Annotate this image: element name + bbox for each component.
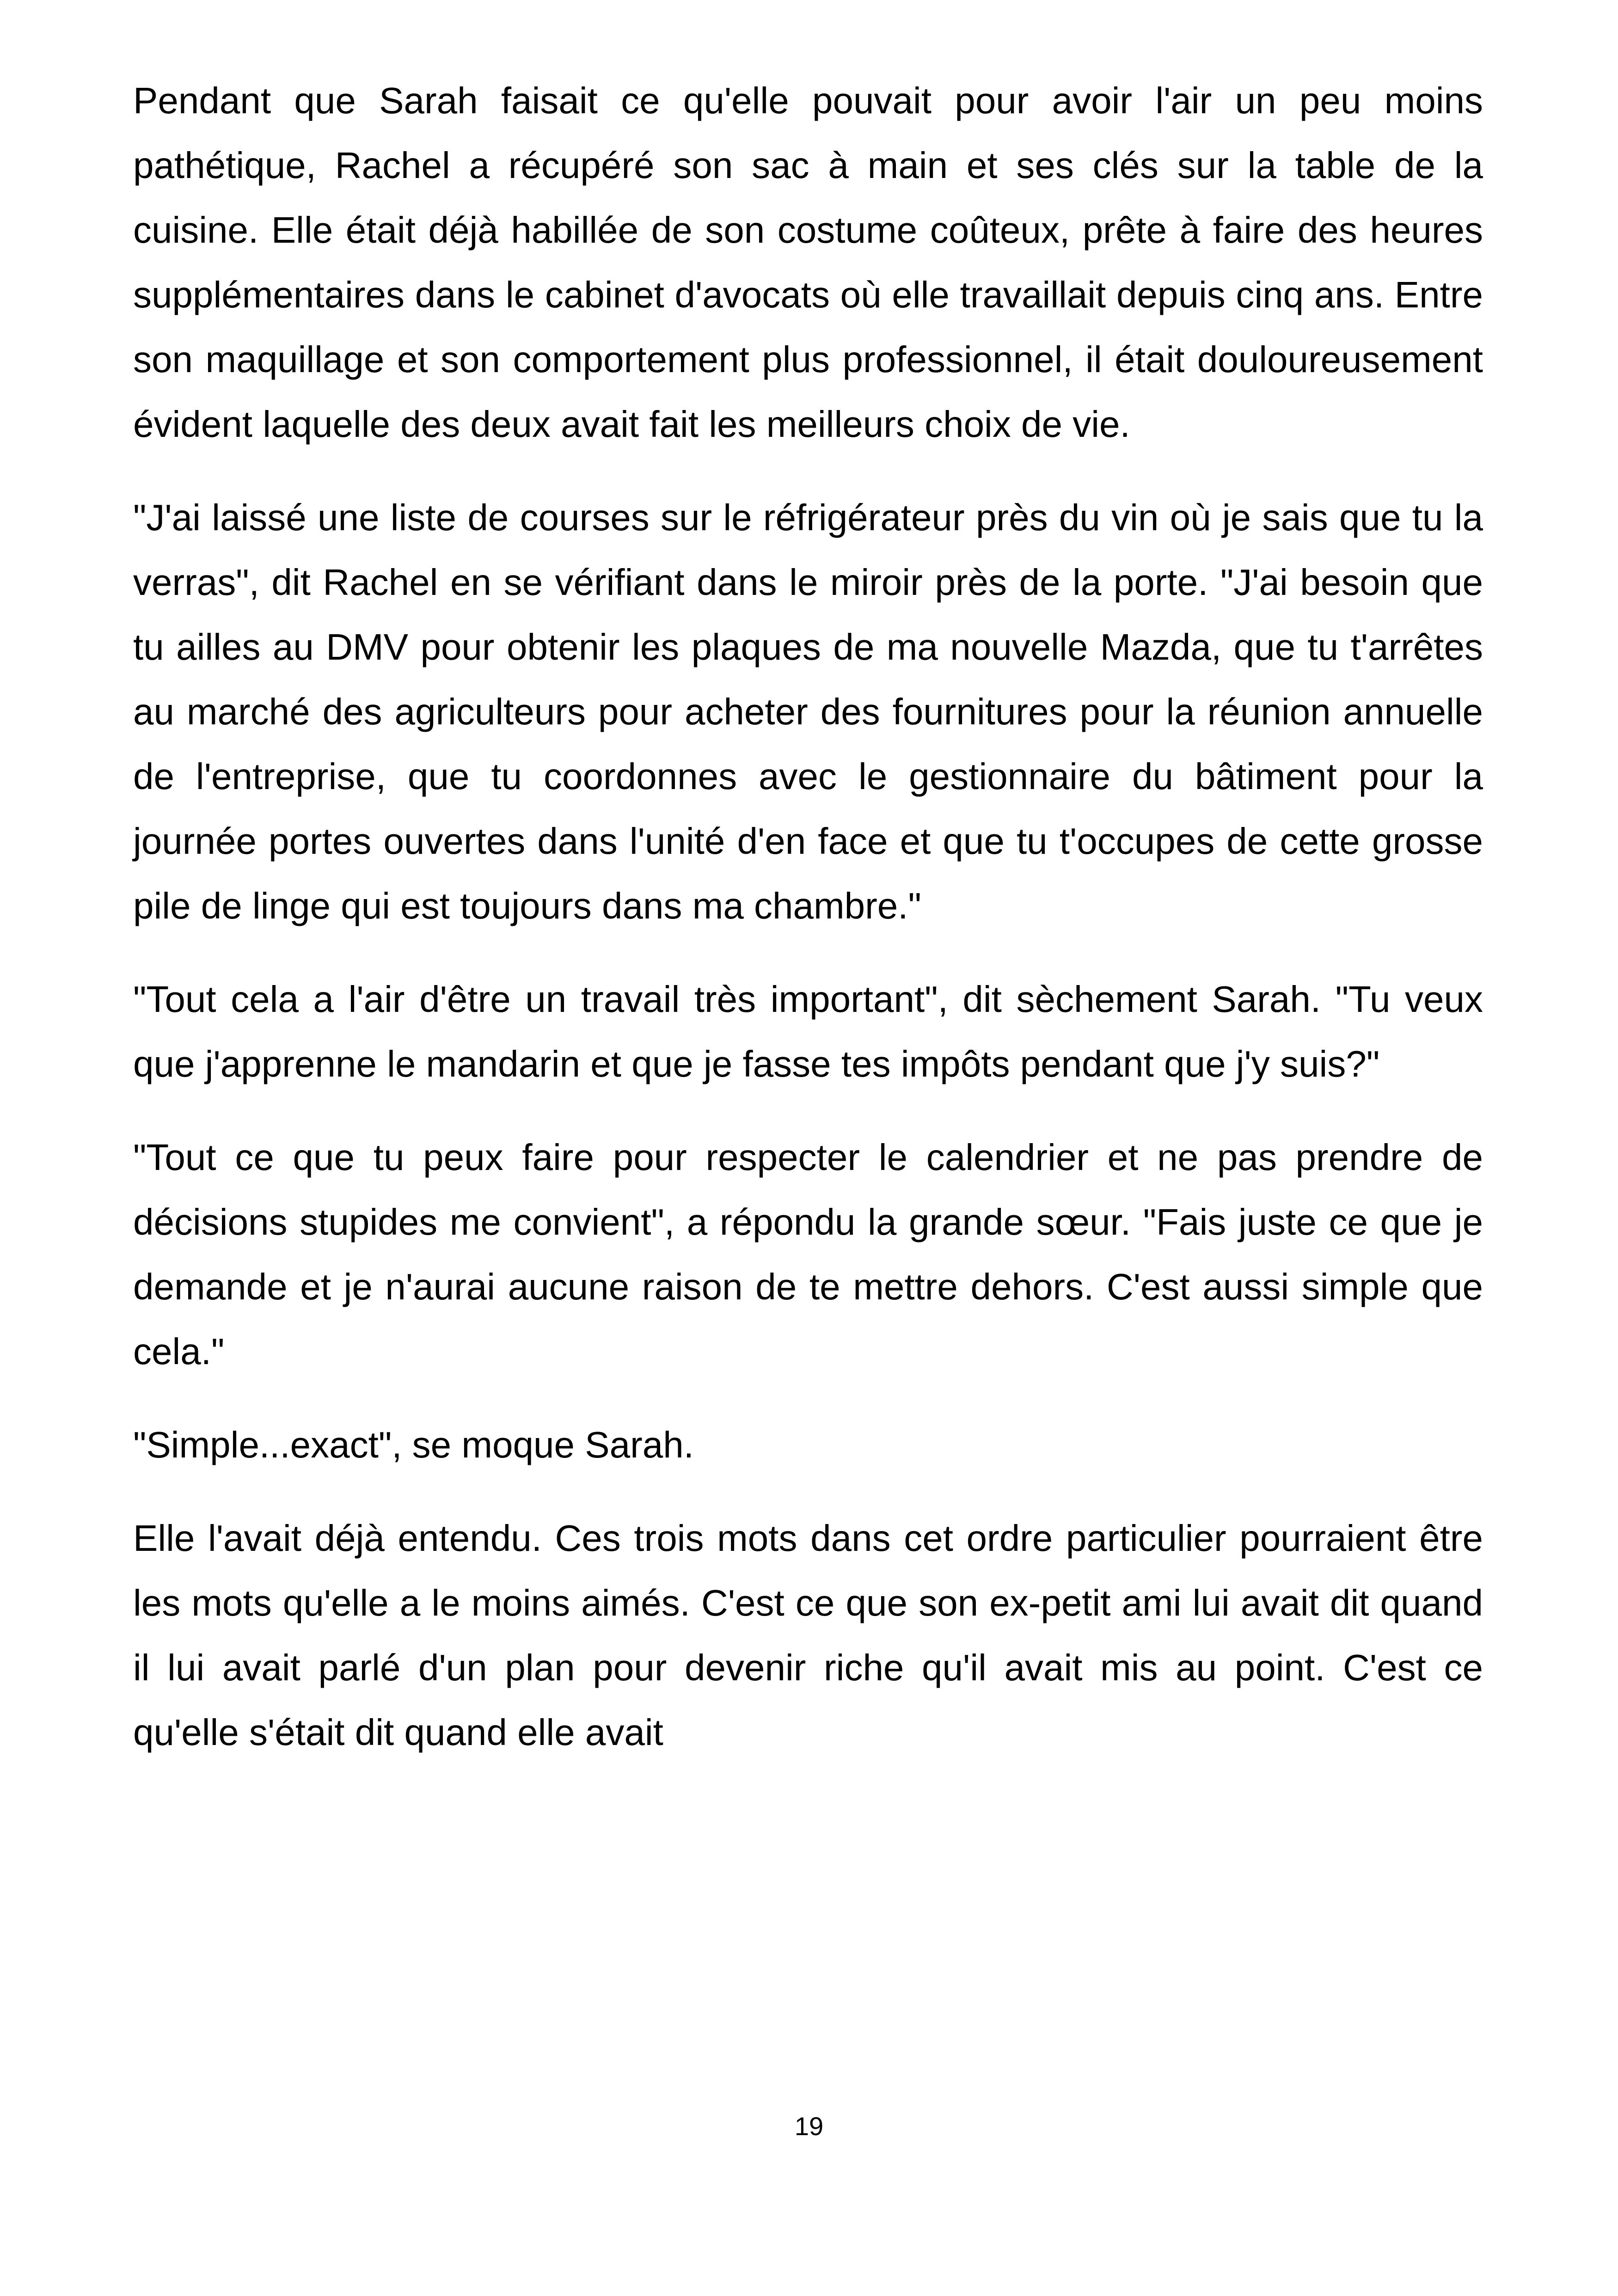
paragraph-1: Pendant que Sarah faisait ce qu'elle pouvait pour avoir l'air un peu moins pathétique, Rachel a récupéré son sac à main et ses clés sur la table de la cuisine. Elle était déjà habillée de son costume coûteux, prête à faire des heures supplémentaires dans le cabinet d'avocats où elle travaillait depuis cinq ans. Entre son maquillage et son comportement plus professionnel, il était douloureusement évident laquelle des deux avait fait les meilleurs choix de vie. <box>133 80 1483 445</box>
paragraph-5: "Simple...exact", se moque Sarah. <box>133 1424 694 1465</box>
paragraph-3: "Tout cela a l'air d'être un travail très important", dit sèchement Sarah. "Tu veux que j'apprenne le mandarin et que je fasse tes impôts pendant que j'y suis?" <box>133 979 1483 1084</box>
paragraph-4: "Tout ce que tu peux faire pour respecter le calendrier et ne pas prendre de décisions stupides me convient", a répondu la grande sœur. "Fais juste ce que je demande et je n'aurai aucune raison de te mettre dehors. C'est aussi simple que cela." <box>133 1137 1483 1372</box>
paragraph-2: "J'ai laissé une liste de courses sur le réfrigérateur près du vin où je sais que tu la verras", dit Rachel en se vérifiant dans le miroir près de la porte. "J'ai besoin que tu ailles au DMV pour obtenir les plaques de ma nouvelle Mazda, que tu t'arrêtes au marché des agriculteurs pour acheter des fournitures pour la réunion annuelle de l'entreprise, que tu coordonnes avec le gestionnaire du bâtiment pour la journée portes ouvertes dans l'unité d'en face et que tu t'occupes de cette grosse pile de linge qui est toujours dans ma chambre." <box>133 497 1483 926</box>
page-number: 19 <box>794 2112 824 2141</box>
body-text <box>133 68 1483 1794</box>
paragraph-6: Elle l'avait déjà entendu. Ces trois mots dans cet ordre particulier pourraient être les mots qu'elle a le moins aimés. C'est ce que son ex-petit ami lui avait dit quand il lui avait parlé d'un plan pour devenir riche qu'il avait mis au point. C'est ce qu'elle s'était dit quand elle avait <box>133 1518 1483 1753</box>
